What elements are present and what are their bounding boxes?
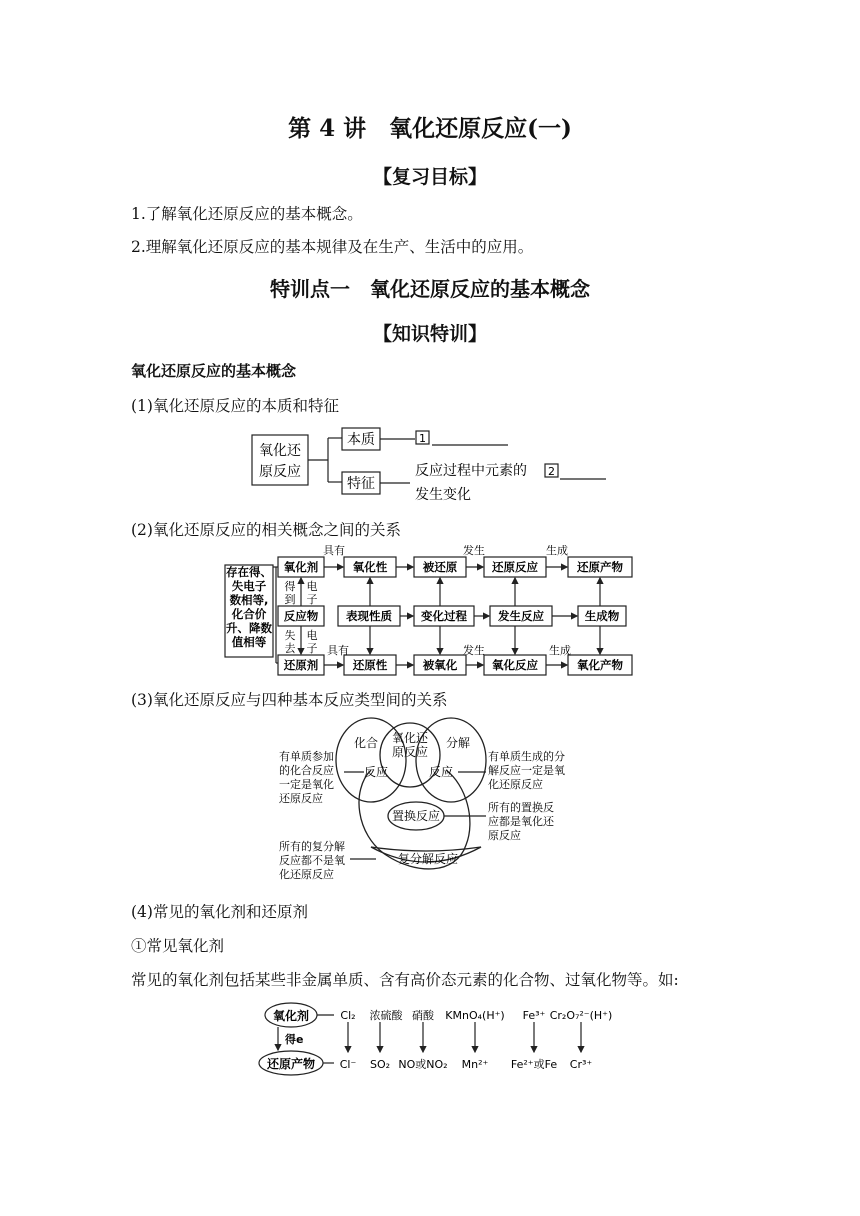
essence-label: 本质 — [347, 432, 375, 448]
reduction-product-box: 还原产物 — [577, 560, 623, 574]
reduced-box: 被还原 — [422, 560, 458, 574]
reactant-box: 反应物 — [283, 609, 319, 623]
product-5: Fe²⁺或Fe — [510, 1058, 558, 1071]
lose-e-1: 失 — [284, 629, 296, 642]
decompose-label: 分解 — [445, 736, 471, 750]
oxidant-product-diagram — [258, 1000, 618, 1080]
oxidation-product-box: 氧化产物 — [577, 658, 623, 672]
property-box: 表现性质 — [346, 609, 392, 623]
oxidized-box: 被氧化 — [422, 658, 458, 672]
reductant-box: 还原剂 — [283, 658, 319, 672]
note-right1-3: 化还原反应 — [488, 778, 543, 791]
electron-4: 子 — [306, 642, 318, 655]
note-left1-1: 有单质参加 — [279, 750, 334, 763]
note-left2-3: 化还原反应 — [279, 868, 334, 881]
change-process-box: 变化过程 — [421, 609, 467, 623]
product-1: Cl⁻ — [339, 1058, 357, 1071]
gain-e-2: 到 — [284, 593, 296, 606]
label-occur-2: 发生 — [463, 644, 485, 657]
root-label-2: 原反应 — [259, 464, 301, 480]
note-right1-1: 有单质生成的分 — [488, 750, 565, 763]
goal-item-2: 2.理解氧化还原反应的基本规律及在生产、生活中的应用。 — [131, 238, 534, 256]
left-note-3: 数相等, — [229, 593, 269, 607]
goal-item-1: 1.了解氧化还原反应的基本概念。 — [131, 205, 363, 223]
product-3: NO或NO₂ — [398, 1058, 448, 1071]
blank1-number: 1 — [419, 432, 426, 445]
decompose-redox-label: 反应 — [428, 765, 454, 779]
redox-label-1: 氧化还 — [391, 731, 429, 745]
topic-heading: 氧化还原反应的基本概念 — [131, 362, 297, 380]
oxidant-6: Cr₂O₇²⁻(H⁺) — [549, 1009, 613, 1022]
product-6: Cr³⁺ — [569, 1058, 593, 1071]
combine-redox-label: 反应 — [363, 765, 389, 779]
label-generate-2: 生成 — [549, 644, 571, 657]
oxidant-description: 常见的氧化剂包括某些非金属单质、含有高价态元素的化合物、过氧化物等。如: — [131, 971, 679, 989]
note-left2-1: 所有的复分解 — [279, 840, 345, 853]
oxidant-4: KMnO₄(H⁺) — [445, 1009, 505, 1022]
left-note-4: 化合价 — [231, 607, 267, 621]
review-goals-heading: 【复习目标】 — [372, 166, 487, 188]
label-have-2: 具有 — [327, 644, 349, 657]
reducing-box: 还原性 — [352, 658, 388, 672]
label-occur-1: 发生 — [463, 545, 485, 557]
note-right1-2: 解反应一定是氧 — [488, 764, 565, 777]
root-label-1: 氧化还 — [259, 443, 301, 459]
oxidant-box: 氧化剂 — [283, 560, 319, 574]
knowledge-heading: 【知识特训】 — [372, 323, 487, 345]
oxidizing-box: 氧化性 — [352, 560, 388, 574]
left-note-1: 存在得、 — [226, 565, 272, 579]
sub4-subtitle: ①常见氧化剂 — [131, 937, 225, 955]
note-left2-2: 反应都不是氧 — [279, 854, 345, 867]
note-right2-3: 原反应 — [488, 829, 521, 842]
sub2-title: (2)氧化还原反应的相关概念之间的关系 — [131, 521, 401, 539]
reduction-reaction-box: 还原反应 — [492, 560, 538, 574]
electron-1: 电 — [306, 580, 318, 593]
page-title: 第 4 讲 氧化还原反应(一) — [288, 115, 572, 142]
note-left1-3: 一定是氧化 — [279, 778, 334, 791]
left-note-2: 失电子 — [231, 579, 267, 593]
sub4-title: (4)常见的氧化剂和还原剂 — [131, 903, 308, 921]
oxidation-reaction-box: 氧化反应 — [492, 658, 538, 672]
sub3-title: (3)氧化还原反应与四种基本反应类型间的关系 — [131, 691, 448, 709]
oxidant-5: Fe³⁺ — [522, 1009, 546, 1022]
redox-label-2: 原反应 — [391, 745, 429, 759]
note-left1-4: 还原反应 — [279, 792, 323, 805]
note-right2-2: 应都是氧化还 — [488, 815, 554, 828]
blank2-number: 2 — [548, 465, 555, 478]
electron-3: 电 — [306, 629, 318, 642]
product-2: SO₂ — [369, 1058, 391, 1071]
combine-label: 化合 — [353, 736, 379, 750]
label-generate-1: 生成 — [546, 545, 568, 557]
reduction-product-node: 还原产物 — [266, 1057, 316, 1071]
reaction-type-venn — [276, 715, 586, 890]
left-note-6: 值相等 — [231, 635, 267, 649]
feature-text-1: 反应过程中元素的 — [415, 463, 527, 479]
special-point-heading: 特训点一 氧化还原反应的基本概念 — [270, 277, 590, 301]
oxidant-node: 氧化剂 — [272, 1009, 310, 1023]
lose-e-2: 去 — [284, 642, 296, 655]
feature-text-2: 发生变化 — [415, 487, 471, 503]
left-note-5: 升、降数 — [226, 621, 272, 635]
concept-relation-diagram — [222, 545, 642, 680]
oxidant-2: 浓硫酸 — [369, 1009, 403, 1022]
feature-label: 特征 — [347, 476, 375, 492]
note-left1-2: 的化合反应 — [279, 764, 334, 777]
double-decomposition-label: 复分解反应 — [397, 852, 459, 866]
oxidant-3: 硝酸 — [412, 1009, 434, 1022]
sub1-title: (1)氧化还原反应的本质和特征 — [131, 397, 339, 415]
product-box: 生成物 — [584, 609, 620, 623]
gain-electron-label: 得e — [285, 1033, 304, 1046]
oxidant-1: Cl₂ — [340, 1009, 356, 1022]
note-right2-1: 所有的置换反 — [488, 801, 554, 814]
displacement-label: 置换反应 — [391, 809, 441, 823]
electron-2: 子 — [306, 593, 318, 606]
gain-e-1: 得 — [284, 580, 296, 593]
essence-feature-diagram — [250, 425, 620, 510]
product-4: Mn²⁺ — [461, 1058, 489, 1071]
reaction-box: 发生反应 — [498, 609, 544, 623]
label-have-1: 具有 — [323, 545, 345, 557]
